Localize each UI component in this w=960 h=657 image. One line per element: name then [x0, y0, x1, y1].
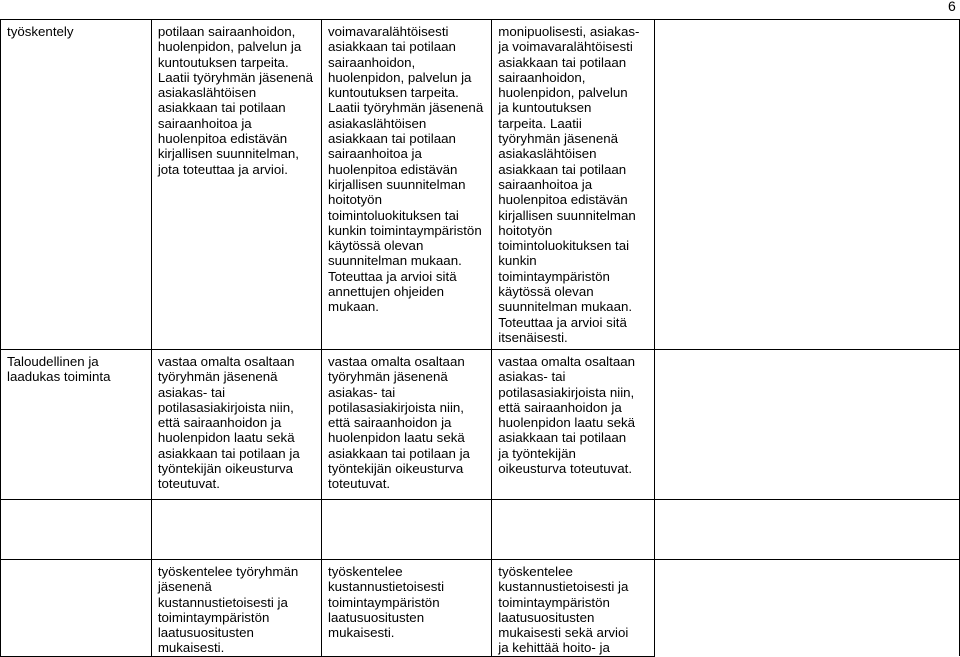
spacer-cell	[322, 500, 492, 560]
table-row	[1, 560, 960, 657]
spacer-cell	[492, 500, 654, 560]
criteria-cell-level-2: työskentelee kustannustietoisesti toimintaympäristön laatusuositusten mukaisesti.	[322, 560, 492, 657]
blank-cell	[654, 560, 959, 657]
blank-cell	[654, 350, 959, 500]
criteria-cell-level-3: työskentelee kustannustietoisesti ja toimintaympäristön laatusuositusten mukaisesti sekä arvioi ja kehittää hoito- ja	[492, 560, 654, 657]
table-row	[1, 350, 960, 500]
criteria-cell-level-1: potilaan sairaanhoidon, huolenpidon, palvelun ja kuntoutuksen tarpeita. Laatii työryhmän jäsenenä asiakaslähtöisen asiakkaan tai potilaan sairaanhoitoa ja huolenpitoa edistävän kirjallisen suunnitelman, jota toteuttaa ja arvioi.	[151, 20, 321, 350]
table-row	[1, 20, 960, 350]
blank-cell	[654, 20, 959, 350]
page-number: 6	[948, 0, 956, 14]
criteria-cell-level-1: vastaa omalta osaltaan työryhmän jäsenenä asiakas- tai potilasasiakirjoista niin, että sairaanhoidon ja huolenpidon laatu sekä asiakkaan tai potilaan ja työntekijän oikeusturva toteutuvat.	[151, 350, 321, 500]
table-spacer-row	[1, 500, 960, 560]
criteria-cell-level-1: työskentelee työryhmän jäsenenä kustannustietoisesti ja toimintaympäristön laatusuositusten mukaisesti.	[151, 560, 321, 657]
competence-table	[0, 19, 960, 657]
spacer-cell	[1, 500, 152, 560]
criteria-cell-level-3: vastaa omalta osaltaan asiakas- tai potilasasiakirjoista niin, että sairaanhoidon ja huolenpidon laatu sekä asiakkaan tai potilaan ja työntekijän oikeusturva toteutuvat.	[492, 350, 654, 500]
spacer-cell	[151, 500, 321, 560]
criteria-cell-level-3: monipuolisesti, asiakas- ja voimavaralähtöisesti asiakkaan tai potilaan sairaanhoidon, huolenpidon, palvelun ja kuntoutuksen tarpeita. Laatii työryhmän jäsenenä asiakaslähtöisen asiakkaan tai potilaan sairaanhoitoa ja huolenpitoa edistävän kirjallisen suunnitelman hoitotyön toimintoluokituksen tai kunkin toimintaympäristön käytössä olevan suunnitelman mukaan. Toteuttaa ja arvioi sitä itsenäisesti.	[492, 20, 654, 350]
spacer-cell	[654, 500, 959, 560]
row-label: työskentely	[1, 20, 152, 350]
criteria-cell-level-2: voimavaralähtöisesti asiakkaan tai potilaan sairaanhoidon, huolenpidon, palvelun ja kuntoutuksen tarpeita. Laatii työryhmän jäsenenä asiakaslähtöisen asiakkaan tai potilaan sairaanhoitoa ja huolenpitoa edistävän kirjallisen suunnitelman hoitotyön toimintoluokituksen tai kunkin toimintaympäristön käytössä olevan suunnitelman mukaan. Toteuttaa ja arvioi sitä annettujen ohjeiden mukaan.	[322, 20, 492, 350]
row-label: Taloudellinen ja laadukas toiminta	[1, 350, 152, 500]
row-label	[1, 560, 152, 657]
criteria-cell-level-2: vastaa omalta osaltaan työryhmän jäsenenä asiakas- tai potilasasiakirjoista niin, että sairaanhoidon ja huolenpidon laatu sekä asiakkaan tai potilaan ja työntekijän oikeusturva toteutuvat.	[322, 350, 492, 500]
